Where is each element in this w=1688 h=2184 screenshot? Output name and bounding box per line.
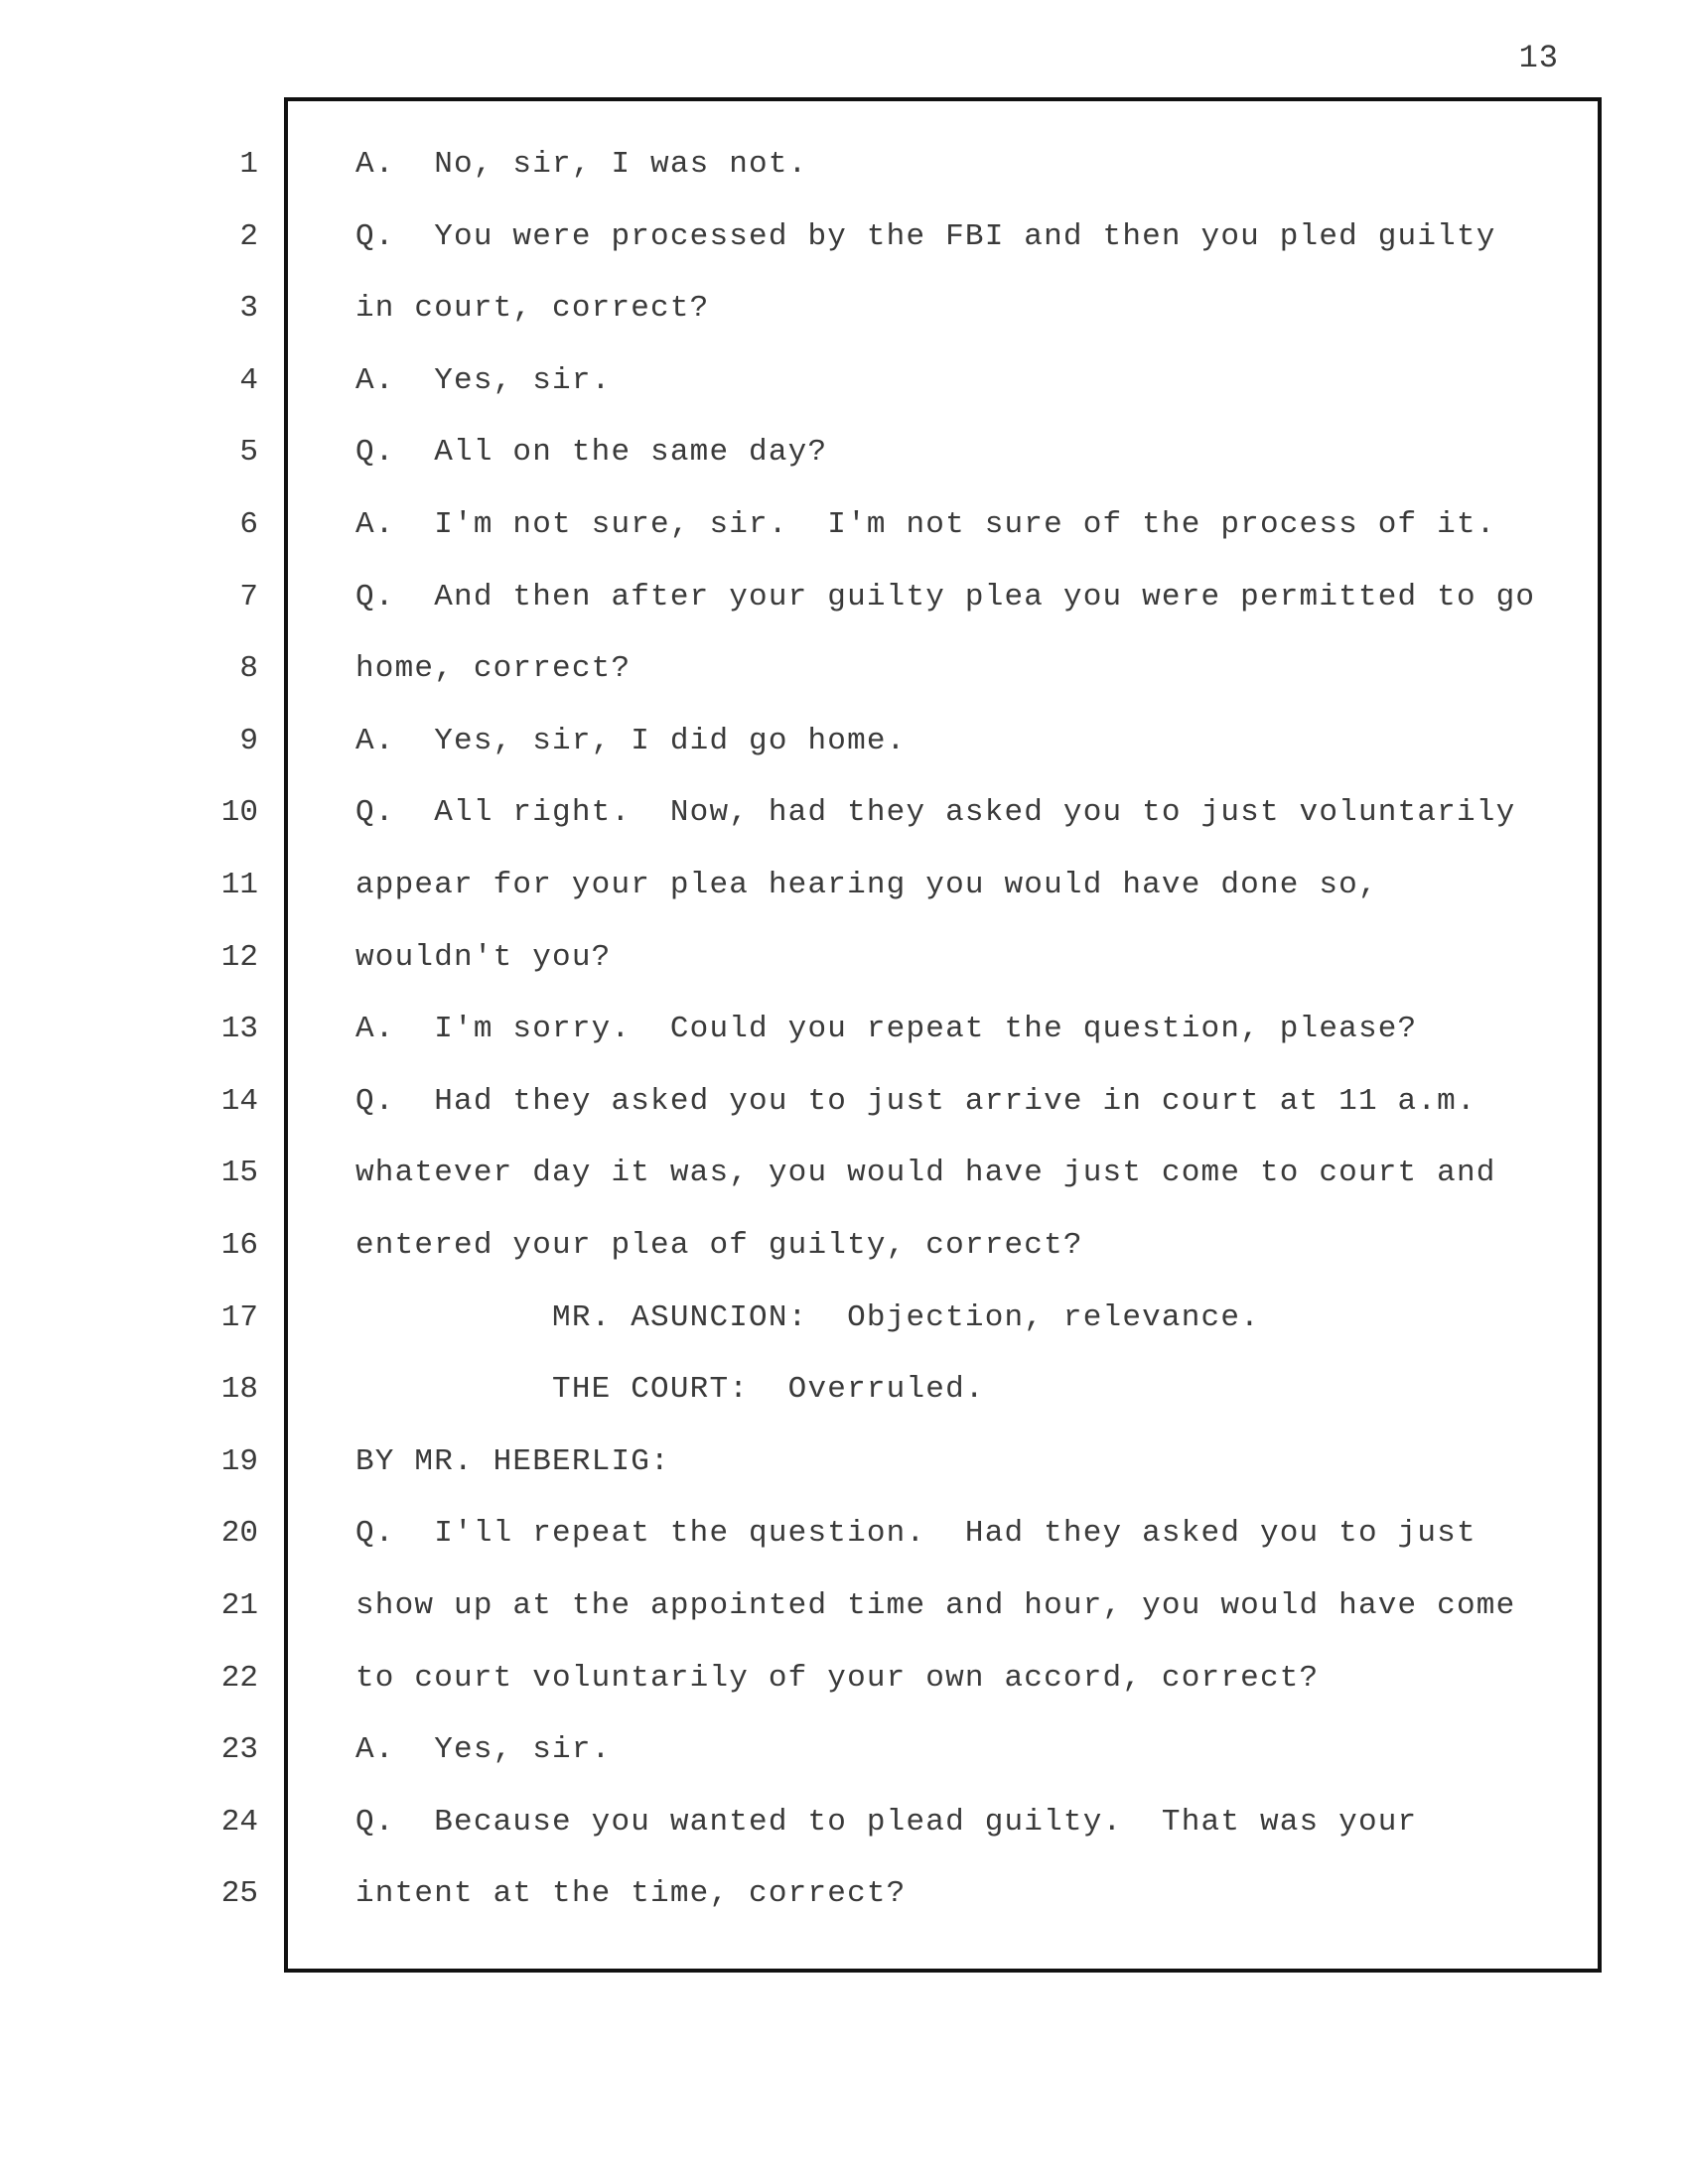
- transcript-line: Q. All right. Now, had they asked you to just voluntarily: [355, 795, 1516, 830]
- line-number: 18: [220, 1372, 258, 1407]
- line-number: 14: [220, 1084, 258, 1119]
- transcript-line: THE COURT: Overruled.: [355, 1372, 985, 1407]
- page-number: 13: [1518, 40, 1559, 76]
- line-number: 3: [239, 291, 258, 326]
- transcript-line: Q. Had they asked you to just arrive in court at 11 a.m.: [355, 1084, 1477, 1119]
- transcript-line: A. No, sir, I was not.: [355, 147, 808, 182]
- transcript-line: A. Yes, sir.: [355, 1732, 612, 1767]
- transcript-line: A. Yes, sir, I did go home.: [355, 724, 907, 758]
- transcript-line: entered your plea of guilty, correct?: [355, 1228, 1083, 1263]
- transcript-line: wouldn't you?: [355, 940, 612, 975]
- line-number: 1: [239, 147, 258, 182]
- transcript-line: A. I'm not sure, sir. I'm not sure of the process of it.: [355, 507, 1496, 542]
- line-number: 4: [239, 363, 258, 398]
- transcript-line: to court voluntarily of your own accord, correct?: [355, 1661, 1320, 1696]
- transcript-line: Q. I'll repeat the question. Had they asked you to just: [355, 1516, 1477, 1551]
- line-number: 8: [239, 651, 258, 686]
- transcript-line: Q. All on the same day?: [355, 435, 828, 470]
- line-number: 23: [220, 1732, 258, 1767]
- transcript-line: BY MR. HEBERLIG:: [355, 1444, 670, 1479]
- transcript-line: show up at the appointed time and hour, you would have come: [355, 1588, 1516, 1623]
- transcript-line: Q. Because you wanted to plead guilty. That was your: [355, 1805, 1418, 1840]
- transcript-line: A. Yes, sir.: [355, 363, 612, 398]
- line-number: 5: [239, 435, 258, 470]
- line-number: 11: [220, 868, 258, 902]
- transcript-line: MR. ASUNCION: Objection, relevance.: [355, 1300, 1260, 1335]
- transcript-line: intent at the time, correct?: [355, 1876, 907, 1911]
- line-number: 9: [239, 724, 258, 758]
- transcript-line: whatever day it was, you would have just come to court and: [355, 1156, 1496, 1190]
- line-number: 22: [220, 1661, 258, 1696]
- line-number: 21: [220, 1588, 258, 1623]
- line-number: 20: [220, 1516, 258, 1551]
- line-number: 13: [220, 1012, 258, 1046]
- line-number: 2: [239, 219, 258, 254]
- transcript-line: home, correct?: [355, 651, 632, 686]
- transcript-line: Q. You were processed by the FBI and then you pled guilty: [355, 219, 1496, 254]
- line-number: 15: [220, 1156, 258, 1190]
- line-number: 12: [220, 940, 258, 975]
- line-number: 25: [220, 1876, 258, 1911]
- line-number: 10: [220, 795, 258, 830]
- line-number: 7: [239, 580, 258, 614]
- line-number: 16: [220, 1228, 258, 1263]
- transcript-line: Q. And then after your guilty plea you were permitted to go: [355, 580, 1536, 614]
- line-number: 6: [239, 507, 258, 542]
- transcript-line: A. I'm sorry. Could you repeat the question, please?: [355, 1012, 1418, 1046]
- line-number: 24: [220, 1805, 258, 1840]
- line-number: 19: [220, 1444, 258, 1479]
- transcript-line: appear for your plea hearing you would have done so,: [355, 868, 1378, 902]
- line-number: 17: [220, 1300, 258, 1335]
- transcript-line: in court, correct?: [355, 291, 710, 326]
